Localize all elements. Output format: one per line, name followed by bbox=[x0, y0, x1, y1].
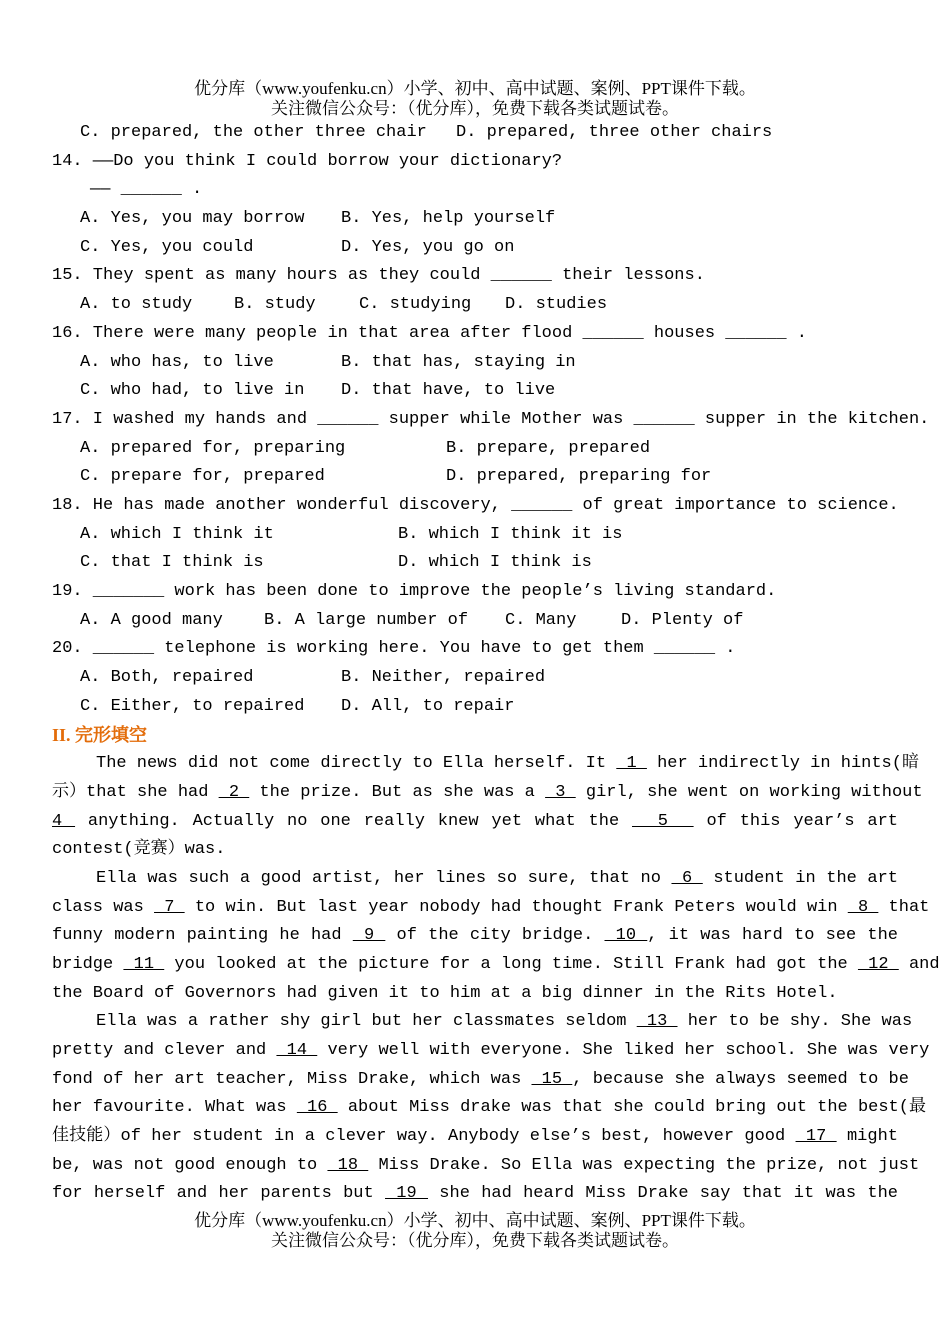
passage-text: Miss Drake. So Ella was expecting the prize, not just bbox=[368, 1155, 920, 1175]
blank-number: 19 bbox=[385, 1184, 429, 1204]
option-b: B. which I think it is bbox=[398, 524, 623, 544]
passage-text: very well with everyone. She liked her school. She was very bbox=[317, 1041, 930, 1060]
q15-options bbox=[52, 291, 898, 320]
passage-text: Ella was a rather shy girl but her classmates seldom bbox=[96, 1012, 637, 1032]
blank-number: 7 bbox=[154, 897, 185, 917]
q20-stem: 20. ______ telephone is working here. You have to get them ______ . bbox=[52, 639, 736, 659]
passage-line bbox=[52, 1066, 909, 1095]
section-title: II. 完形填空 bbox=[52, 725, 148, 746]
option-b: B. A large number of bbox=[264, 610, 469, 630]
q19-options bbox=[52, 607, 898, 636]
footer-line-2: 关注微信公众号：（优分库），免费下载各类试题试卷。 bbox=[271, 1231, 679, 1250]
passage-text: anything. Actually no one really knew yet what the bbox=[75, 811, 632, 831]
passage-text: her favourite. What was bbox=[52, 1098, 297, 1118]
passage-text: be, was not good enough to bbox=[52, 1155, 328, 1175]
blank-number: 16 bbox=[296, 1098, 338, 1118]
passage-line bbox=[52, 951, 940, 980]
passage-text: class was bbox=[52, 897, 155, 917]
option-a: A. A good many bbox=[80, 610, 223, 630]
option-d: D. that have, to live bbox=[341, 381, 556, 401]
passage-text: for herself and her parents but bbox=[52, 1184, 386, 1204]
option-a: A. Both, repaired bbox=[80, 668, 254, 688]
blank-number: 14 bbox=[276, 1041, 318, 1060]
option-c: C. Either, to repaired bbox=[80, 696, 305, 716]
passage-line bbox=[52, 1094, 926, 1123]
passage-text: fond of her art teacher, Miss Drake, which was bbox=[52, 1069, 532, 1089]
option-a: A. which I think it bbox=[80, 524, 274, 544]
passage-text: Ella was such a good artist, her lines so sure, that no bbox=[96, 868, 672, 888]
passage-line bbox=[52, 836, 898, 865]
q20-options-ab bbox=[52, 664, 898, 693]
passage-text: of this year’s art bbox=[693, 811, 899, 831]
passage-text: you looked at the picture for a long time. Still Frank had got the bbox=[164, 954, 858, 974]
passage-text: student in the art bbox=[702, 868, 899, 888]
passage-line bbox=[52, 1180, 898, 1209]
q13-options-cd bbox=[52, 119, 898, 148]
option-d: D. All, to repair bbox=[341, 696, 515, 716]
passage-text: girl, she went on working without bbox=[575, 782, 923, 802]
q19-stem: 19. _______ work has been done to improve the people’s living standard. bbox=[52, 582, 777, 601]
q18-options-cd bbox=[52, 549, 898, 578]
blank-number: 13 bbox=[636, 1012, 678, 1032]
option-d: D. prepared, preparing for bbox=[446, 467, 712, 487]
blank-number: 9 bbox=[352, 926, 386, 946]
q17-stem: 17. I washed my hands and ______ supper while Mother was ______ supper in the kitchen. bbox=[52, 409, 930, 429]
option-b: B. prepare, prepared bbox=[446, 438, 651, 458]
q14-stem: 14. ——Do you think I could borrow your dictionary? bbox=[52, 151, 563, 171]
option-c: C. prepare for, prepared bbox=[80, 467, 325, 487]
option-c: C. prepared, the other three chair bbox=[80, 123, 427, 142]
q17-options-ab bbox=[52, 435, 898, 464]
blank-number: 15 bbox=[531, 1069, 573, 1089]
q18-options-ab bbox=[52, 521, 898, 550]
passage-line bbox=[52, 750, 919, 779]
q16-stem: 16. There were many people in that area after flood ______ houses ______ . bbox=[52, 323, 807, 343]
passage-text: might bbox=[836, 1127, 898, 1147]
passage-line bbox=[52, 980, 898, 1009]
option-a: A. prepared for, preparing bbox=[80, 438, 346, 458]
q16-options-cd bbox=[52, 377, 898, 406]
option-c: C. Many bbox=[505, 610, 577, 630]
q15-stem: 15. They spent as many hours as they could ______ their lessons. bbox=[52, 266, 705, 286]
option-d: D. Plenty of bbox=[621, 610, 744, 630]
passage-line bbox=[52, 1008, 913, 1037]
cloze-passage bbox=[52, 750, 940, 1209]
passage-line bbox=[52, 808, 898, 837]
page-footer bbox=[0, 1211, 950, 1251]
option-a: A. who has, to live bbox=[80, 352, 274, 372]
passage-line bbox=[52, 922, 898, 951]
passage-text: bridge bbox=[52, 954, 124, 974]
passage-line bbox=[52, 1152, 920, 1181]
passage-text: funny modern painting he had bbox=[52, 926, 353, 946]
passage-text: her to be shy. She was bbox=[677, 1012, 913, 1032]
passage-text: that bbox=[878, 897, 930, 917]
passage-text: and bbox=[898, 954, 940, 974]
passage-text: 示）that she had bbox=[52, 782, 219, 802]
footer-line-1: 优分库（www.youfenku.cn）小学、初中、高中试题、案例、PPT课件下载。 bbox=[194, 1211, 756, 1230]
passage-text: she had heard Miss Drake say that it was the bbox=[428, 1184, 899, 1204]
blank-number: 18 bbox=[327, 1155, 369, 1175]
passage-text: the Board of Governors had given it to him at a big dinner in the Rits Hotel. bbox=[52, 983, 838, 1003]
page-header bbox=[0, 79, 950, 119]
q14-options-cd bbox=[52, 234, 898, 263]
passage-text: The news did not come directly to Ella herself. It bbox=[96, 754, 617, 774]
option-c: C. studying bbox=[359, 295, 472, 315]
blank-number: 3 bbox=[545, 782, 576, 802]
passage-text: contest(竞赛）was. bbox=[52, 840, 226, 860]
blank-number: 11 bbox=[123, 954, 165, 974]
option-b: B. Yes, help yourself bbox=[341, 209, 556, 229]
passage-line bbox=[52, 1123, 898, 1152]
q18-stem: 18. He has made another wonderful discovery, ______ of great importance to science. bbox=[52, 495, 899, 515]
passage-text: of the city bridge. bbox=[385, 926, 605, 946]
option-b: B. that has, staying in bbox=[341, 352, 576, 372]
option-b: B. Neither, repaired bbox=[341, 668, 546, 688]
option-c: C. Yes, you could bbox=[80, 237, 254, 257]
q20-options-cd bbox=[52, 693, 898, 722]
document-body bbox=[52, 119, 940, 1209]
passage-text: her indirectly in hints(暗 bbox=[646, 754, 919, 774]
option-a: A. to study bbox=[80, 295, 193, 315]
passage-text: to win. But last year nobody had thought Frank Peters would win bbox=[184, 897, 848, 917]
passage-text: 佳技能）of her student in a clever way. Anybody else’s best, however good bbox=[52, 1127, 796, 1147]
option-d: D. prepared, three other chairs bbox=[456, 123, 773, 142]
q17-options-cd bbox=[52, 463, 898, 492]
option-a: A. Yes, you may borrow bbox=[80, 209, 305, 229]
blank-number: 2 bbox=[218, 782, 250, 802]
option-c: C. who had, to live in bbox=[80, 381, 305, 401]
passage-line bbox=[52, 1037, 930, 1066]
blank-number: 4 bbox=[52, 811, 76, 831]
option-d: D. studies bbox=[505, 295, 608, 315]
q16-options-ab bbox=[52, 349, 898, 378]
passage-line bbox=[52, 865, 898, 894]
passage-text: about Miss drake was that she could bring out the best(最 bbox=[337, 1098, 926, 1118]
blank-number: 10 bbox=[604, 926, 648, 946]
passage-text: pretty and clever and bbox=[52, 1041, 277, 1060]
passage-text: the prize. But as she was a bbox=[249, 782, 546, 802]
q14-options-ab bbox=[52, 205, 898, 234]
blank-number: 8 bbox=[847, 897, 879, 917]
option-b: B. study bbox=[234, 295, 316, 315]
option-d: D. Yes, you go on bbox=[341, 237, 515, 257]
blank-number: 1 bbox=[616, 754, 647, 774]
blank-number: 5 bbox=[632, 811, 694, 831]
header-line-2: 关注微信公众号：（优分库），免费下载各类试题试卷。 bbox=[271, 99, 679, 118]
option-d: D. which I think is bbox=[398, 553, 592, 573]
passage-line bbox=[52, 779, 923, 808]
passage-text: , it was hard to see the bbox=[647, 926, 899, 946]
header-line-1: 优分库（www.youfenku.cn）小学、初中、高中试题、案例、PPT课件下载。 bbox=[194, 79, 756, 98]
q14-reply: —— ______ . bbox=[90, 180, 203, 200]
blank-number: 17 bbox=[795, 1127, 837, 1147]
blank-number: 6 bbox=[671, 868, 703, 888]
passage-line bbox=[52, 894, 930, 923]
passage-text: , because she always seemed to be bbox=[572, 1069, 909, 1089]
option-c: C. that I think is bbox=[80, 553, 264, 573]
blank-number: 12 bbox=[857, 954, 899, 974]
